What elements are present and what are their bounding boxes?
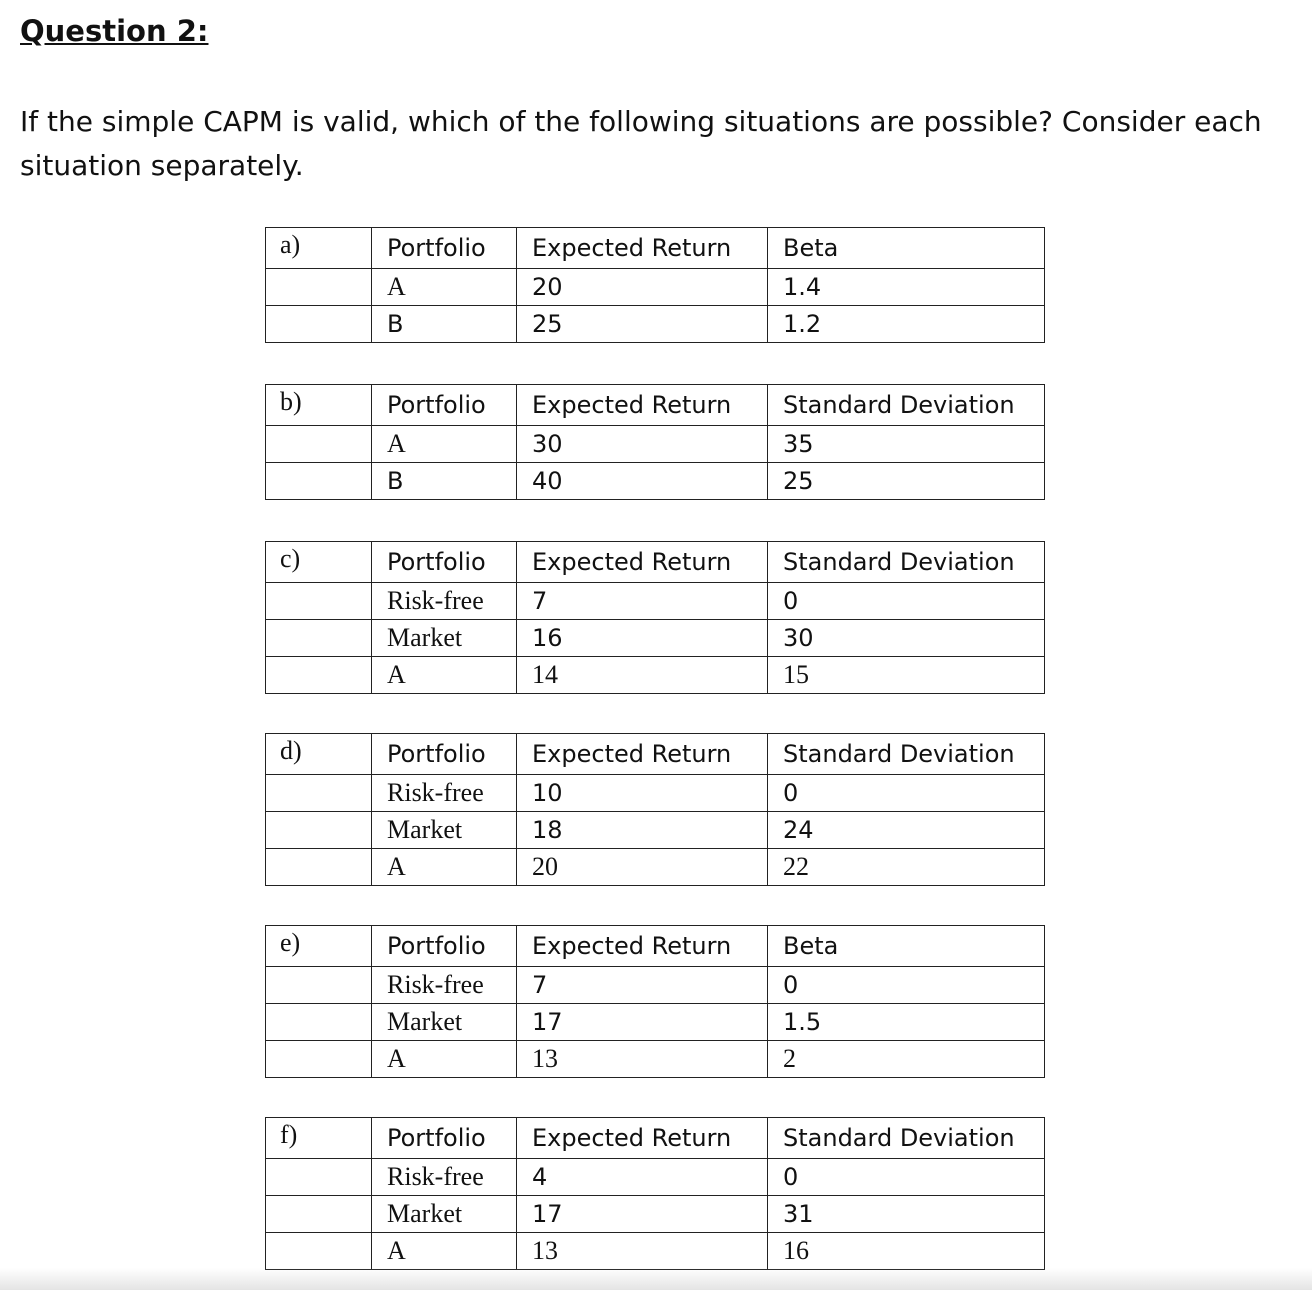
table-cell: 30	[517, 426, 768, 463]
table-cell: Risk-free	[372, 583, 517, 620]
table-a	[265, 227, 1045, 343]
empty-cell	[266, 306, 372, 343]
table-cell: A	[372, 426, 517, 463]
header-cell: Expected Return	[517, 1118, 768, 1159]
header-cell: Standard Deviation	[768, 1118, 1045, 1159]
bottom-shadow	[0, 1268, 1312, 1290]
header-cell: Portfolio	[372, 1118, 517, 1159]
part-label: a)	[266, 228, 372, 269]
table-cell: 7	[517, 967, 768, 1004]
table-cell: 0	[768, 1159, 1045, 1196]
empty-cell	[266, 1004, 372, 1041]
table-cell: 18	[517, 812, 768, 849]
part-label: e)	[266, 926, 372, 967]
header-cell: Beta	[768, 926, 1045, 967]
header-cell: Expected Return	[517, 385, 768, 426]
header-cell: Portfolio	[372, 542, 517, 583]
table-cell: A	[372, 269, 517, 306]
table-cell: Risk-free	[372, 1159, 517, 1196]
table-cell: 16	[768, 1233, 1045, 1270]
header-cell: Standard Deviation	[768, 734, 1045, 775]
table-b	[265, 384, 1045, 500]
table-cell: 15	[768, 657, 1045, 694]
table-row	[266, 1041, 1045, 1078]
empty-cell	[266, 849, 372, 886]
table-header-row	[266, 228, 1045, 269]
header-cell: Standard Deviation	[768, 542, 1045, 583]
table-e	[265, 925, 1045, 1078]
part-label: f)	[266, 1118, 372, 1159]
table-row	[266, 1233, 1045, 1270]
table-cell: A	[372, 1233, 517, 1270]
table-header-row	[266, 734, 1045, 775]
table-f	[265, 1117, 1045, 1270]
table-cell: 10	[517, 775, 768, 812]
table-cell: 0	[768, 775, 1045, 812]
table-cell: 13	[517, 1233, 768, 1270]
table-header-row	[266, 1118, 1045, 1159]
table-cell: 20	[517, 269, 768, 306]
table-row	[266, 463, 1045, 500]
table-cell: 7	[517, 583, 768, 620]
table-cell: 0	[768, 967, 1045, 1004]
table-row	[266, 775, 1045, 812]
header-cell: Expected Return	[517, 734, 768, 775]
table-cell: 4	[517, 1159, 768, 1196]
table-row	[266, 849, 1045, 886]
table-row	[266, 657, 1045, 694]
table-row	[266, 583, 1045, 620]
header-cell: Beta	[768, 228, 1045, 269]
table-c	[265, 541, 1045, 694]
table-cell: Market	[372, 620, 517, 657]
header-cell: Portfolio	[372, 228, 517, 269]
question-intro: If the simple CAPM is valid, which of the following situations are possible? Consider each situation separately.	[20, 105, 1262, 182]
table-cell: Risk-free	[372, 775, 517, 812]
header-cell: Portfolio	[372, 926, 517, 967]
table-cell: 35	[768, 426, 1045, 463]
table-cell: 20	[517, 849, 768, 886]
empty-cell	[266, 1196, 372, 1233]
empty-cell	[266, 1233, 372, 1270]
table-row	[266, 426, 1045, 463]
empty-cell	[266, 657, 372, 694]
header-cell: Expected Return	[517, 228, 768, 269]
header-cell: Portfolio	[372, 734, 517, 775]
table-row	[266, 812, 1045, 849]
table-cell: A	[372, 849, 517, 886]
table-cell: Risk-free	[372, 967, 517, 1004]
table-row	[266, 1004, 1045, 1041]
table-row	[266, 1159, 1045, 1196]
empty-cell	[266, 620, 372, 657]
table-cell: A	[372, 657, 517, 694]
table-cell: 22	[768, 849, 1045, 886]
table-cell: 31	[768, 1196, 1045, 1233]
table-row	[266, 620, 1045, 657]
table-row	[266, 269, 1045, 306]
empty-cell	[266, 426, 372, 463]
table-row	[266, 1196, 1045, 1233]
empty-cell	[266, 812, 372, 849]
part-label: d)	[266, 734, 372, 775]
table-cell: 17	[517, 1004, 768, 1041]
header-cell: Expected Return	[517, 542, 768, 583]
table-cell: Market	[372, 812, 517, 849]
table-cell: 25	[517, 306, 768, 343]
table-cell: Market	[372, 1196, 517, 1233]
table-row	[266, 967, 1045, 1004]
table-cell: 24	[768, 812, 1045, 849]
question-title: Question 2:	[20, 14, 209, 48]
table-cell: 25	[768, 463, 1045, 500]
table-cell: 14	[517, 657, 768, 694]
part-label: b)	[266, 385, 372, 426]
empty-cell	[266, 967, 372, 1004]
table-cell: 1.5	[768, 1004, 1045, 1041]
table-cell: 1.4	[768, 269, 1045, 306]
table-cell: B	[372, 306, 517, 343]
table-row	[266, 306, 1045, 343]
table-cell: Market	[372, 1004, 517, 1041]
header-cell: Portfolio	[372, 385, 517, 426]
empty-cell	[266, 463, 372, 500]
table-cell: 1.2	[768, 306, 1045, 343]
table-d	[265, 733, 1045, 886]
empty-cell	[266, 1159, 372, 1196]
empty-cell	[266, 775, 372, 812]
table-cell: B	[372, 463, 517, 500]
table-cell: 30	[768, 620, 1045, 657]
table-cell: 13	[517, 1041, 768, 1078]
table-cell: 2	[768, 1041, 1045, 1078]
table-header-row	[266, 542, 1045, 583]
empty-cell	[266, 583, 372, 620]
empty-cell	[266, 1041, 372, 1078]
table-cell: 40	[517, 463, 768, 500]
table-cell: 16	[517, 620, 768, 657]
header-cell: Standard Deviation	[768, 385, 1045, 426]
table-cell: 17	[517, 1196, 768, 1233]
header-cell: Expected Return	[517, 926, 768, 967]
table-cell: A	[372, 1041, 517, 1078]
part-label: c)	[266, 542, 372, 583]
table-header-row	[266, 926, 1045, 967]
empty-cell	[266, 269, 372, 306]
table-header-row	[266, 385, 1045, 426]
table-cell: 0	[768, 583, 1045, 620]
